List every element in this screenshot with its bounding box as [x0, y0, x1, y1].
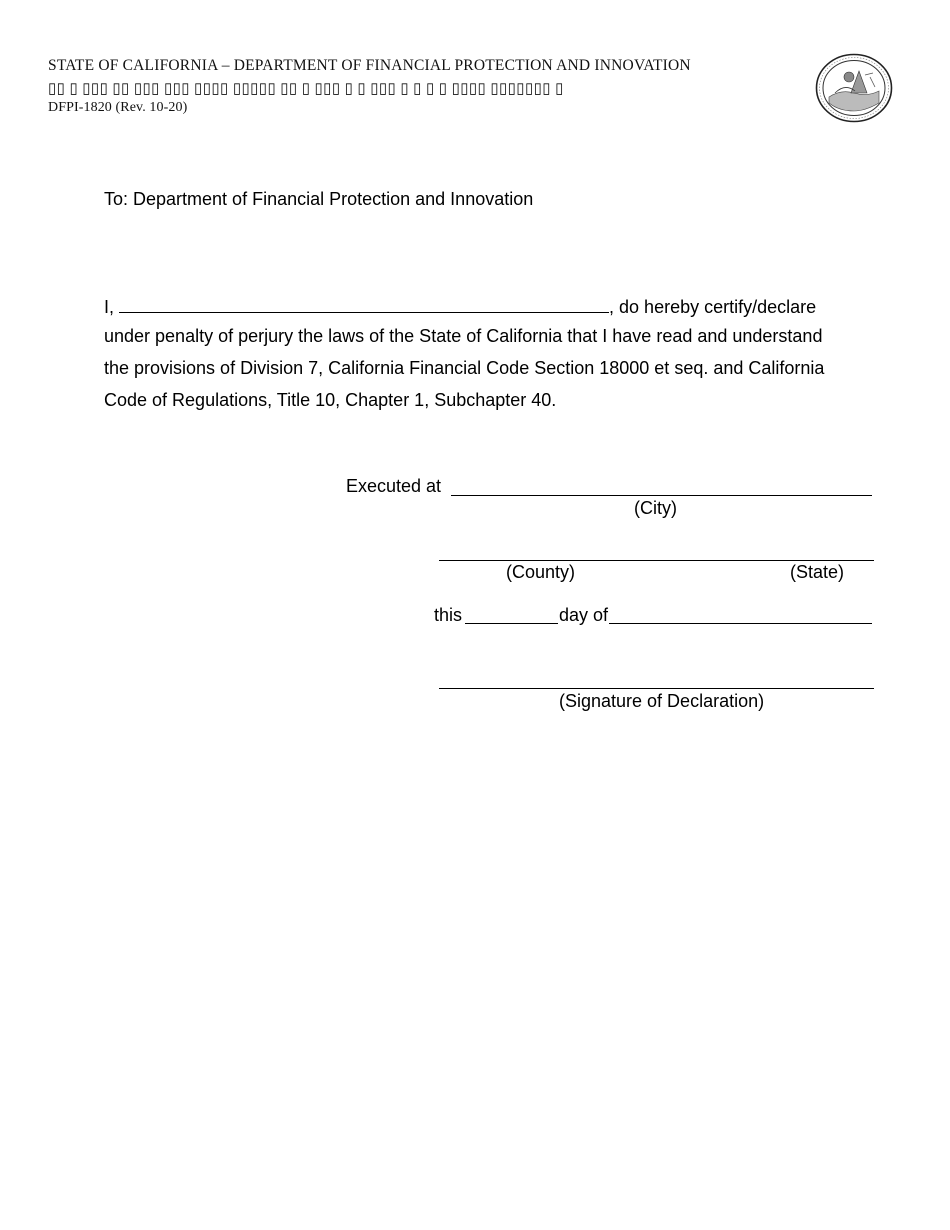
city-label: (City)	[634, 498, 677, 518]
city-field[interactable]	[451, 495, 872, 496]
this-label: this	[434, 605, 463, 625]
declaration-line-4: Code of Regulations, Title 10, Chapter 1, Subchapter 40.	[104, 390, 557, 410]
county-state-field[interactable]	[439, 560, 874, 561]
declaration-line-3: the provisions of Division 7, California Financial Code Section 18000 et seq. and California	[104, 358, 825, 378]
declarant-name-field[interactable]	[119, 294, 609, 313]
month-year-field[interactable]	[609, 623, 872, 624]
declaration-first-line	[104, 294, 816, 318]
county-label: (County)	[506, 562, 576, 582]
signature-label: (Signature of Declaration)	[559, 691, 765, 711]
agency-header: STATE OF CALIFORNIA – DEPARTMENT OF FINANCIAL PROTECTION AND INNOVATION	[48, 57, 691, 74]
executed-at-label: Executed at	[346, 476, 442, 496]
day-field[interactable]	[465, 623, 558, 624]
seal-icon	[815, 53, 893, 123]
state-label: (State)	[790, 562, 845, 582]
garbled-header-line: ▯▯ ▯ ▯▯▯ ▯▯ ▯▯▯ ▯▯▯ ▯▯▯▯ ▯▯▯▯▯ ▯▯ ▯ ▯▯▯ ▯ ▯ ▯▯▯ ▯ ▯ ▯ ▯ ▯▯▯▯ ▯▯▯▯▯▯▯ ▯	[48, 81, 564, 97]
declaration-prefix: I,	[104, 297, 115, 317]
day-of-label: day of	[559, 605, 609, 625]
addressee-line: To: Department of Financial Protection and Innovation	[104, 189, 534, 209]
signature-field[interactable]	[439, 688, 874, 689]
form-number: DFPI-1820 (Rev. 10-20)	[48, 100, 188, 115]
declaration-line-2: under penalty of perjury the laws of the State of California that I have read and understand	[104, 326, 823, 346]
declaration-suffix: , do hereby certify/declare	[609, 297, 817, 317]
